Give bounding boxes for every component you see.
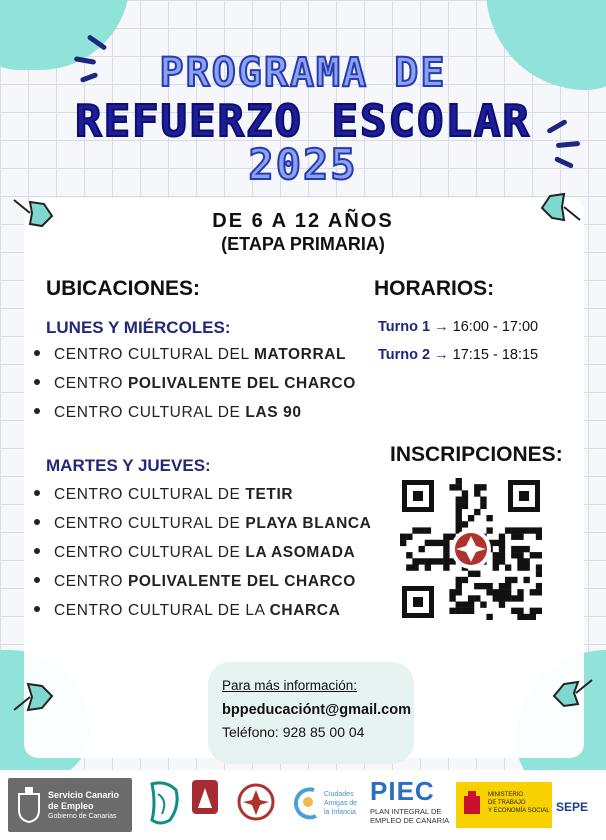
schedule-heading: HORARIOS:	[374, 277, 495, 300]
qr-module	[523, 564, 529, 570]
ciudades-line1: Ciudades	[324, 791, 354, 798]
qr-module	[456, 521, 462, 527]
qr-module	[511, 534, 517, 540]
qr-module	[462, 497, 468, 503]
qr-module	[523, 614, 529, 620]
qr-module	[505, 527, 511, 533]
qr-module	[406, 552, 412, 558]
location-list-mon-wed	[34, 346, 356, 433]
qr-module	[499, 558, 505, 564]
qr-module	[530, 608, 536, 614]
turn-label: Turno 1	[378, 319, 431, 335]
qr-module	[443, 558, 449, 564]
crest-icon	[16, 786, 42, 824]
qr-module	[523, 546, 529, 552]
location-prefix: CENTRO CULTURAL DE	[54, 486, 246, 503]
footer-logos	[0, 770, 606, 840]
qr-module	[456, 503, 462, 509]
qr-module	[517, 595, 523, 601]
qr-module	[499, 601, 505, 607]
qr-module	[449, 608, 455, 614]
turn-1	[378, 319, 538, 335]
qr-module	[437, 558, 443, 564]
list-item	[34, 602, 371, 631]
qr-module	[480, 484, 486, 490]
qr-module	[474, 583, 480, 589]
qr-module	[456, 484, 462, 490]
qr-module	[505, 595, 511, 601]
email[interactable]: bppeducaciónt@gmail.com	[222, 702, 411, 718]
qr-module	[468, 608, 474, 614]
qr-module	[493, 552, 499, 558]
qr-module	[425, 564, 431, 570]
bullet	[34, 606, 40, 612]
pushpin-icon	[10, 680, 56, 714]
qr-module	[412, 558, 418, 564]
qr-module	[462, 503, 468, 509]
location-name: CHARCA	[269, 602, 341, 619]
location-name: MATORRAL	[254, 346, 347, 363]
qr-module	[456, 497, 462, 503]
location-prefix: CENTRO CULTURAL DE	[54, 515, 246, 532]
qr-module	[536, 571, 542, 577]
sce-line3: Gobierno de Canarias	[48, 813, 117, 820]
turn-time: 17:15 - 18:15	[452, 347, 539, 363]
qr-module	[437, 540, 443, 546]
qr-module	[499, 540, 505, 546]
info-box	[208, 662, 414, 764]
qr-module	[536, 534, 542, 540]
age-range: DE 6 A 12 AÑOS	[212, 210, 394, 232]
turn-2	[378, 347, 538, 363]
qr-module	[443, 546, 449, 552]
qr-module	[511, 595, 517, 601]
qr-module	[449, 484, 455, 490]
qr-module	[480, 497, 486, 503]
qr-module	[517, 534, 523, 540]
qr-module	[419, 558, 425, 564]
sce-line1: Servicio Canario	[48, 790, 120, 800]
ciudades-logo-icon	[290, 784, 322, 824]
qr-module	[456, 589, 462, 595]
location-prefix: CENTRO CULTURAL DEL	[54, 346, 255, 363]
bullet	[34, 519, 40, 525]
qr-module	[449, 595, 455, 601]
qr-module	[517, 608, 523, 614]
puerto-logo-icon	[190, 778, 220, 830]
qr-module	[431, 558, 437, 564]
qr-module	[486, 515, 492, 521]
qr-module	[443, 534, 449, 540]
piec-line2: EMPLEO DE CANARIA	[370, 816, 450, 825]
qr-module	[530, 552, 536, 558]
qr-module	[425, 527, 431, 533]
qr-module	[462, 577, 468, 583]
piec-line1: PLAN INTEGRAL DE	[370, 807, 442, 816]
bullet	[34, 408, 40, 414]
ministerio-line2: DE TRABAJO	[488, 800, 526, 806]
qr-module	[412, 564, 418, 570]
qr-module	[493, 564, 499, 570]
qr-module	[536, 608, 542, 614]
qr-module	[493, 540, 499, 546]
piec-logo	[370, 776, 454, 834]
qr-module	[511, 552, 517, 558]
list-item	[34, 486, 371, 515]
info-heading: Para más información:	[222, 678, 358, 693]
qr-module	[443, 552, 449, 558]
qr-module	[536, 552, 542, 558]
qr-module	[456, 515, 462, 521]
days-tue-thu: MARTES Y JUEVES:	[46, 456, 211, 475]
qr-module	[468, 571, 474, 577]
cabildo-logo-icon	[146, 780, 182, 830]
coat-of-arms-icon	[461, 790, 483, 820]
qr-module	[499, 589, 505, 595]
qr-module	[462, 601, 468, 607]
qr-module	[400, 534, 406, 540]
arrow-icon: →	[434, 319, 449, 335]
location-name: LA ASOMADA	[245, 544, 356, 561]
qr-module	[536, 564, 542, 570]
qr-module	[480, 503, 486, 509]
qr-module	[474, 490, 480, 496]
stage-label: (ETAPA PRIMARIA)	[221, 234, 385, 254]
qr-module	[493, 558, 499, 564]
qr-module	[486, 614, 492, 620]
title-line-2: REFUERZO ESCOLAR	[75, 96, 531, 147]
bullet	[34, 577, 40, 583]
turn-time: 16:00 - 17:00	[452, 319, 539, 335]
ministerio-line1: MINISTERIO	[488, 792, 524, 798]
list-item	[34, 573, 371, 602]
qr-module	[419, 527, 425, 533]
qr-module	[517, 558, 523, 564]
sce-logo	[8, 778, 132, 832]
emblem-logo-icon	[236, 780, 276, 828]
ministerio-logo	[456, 782, 552, 828]
qr-module	[511, 608, 517, 614]
qr-module	[412, 527, 418, 533]
location-name: POLIVALENTE DEL CHARCO	[127, 375, 356, 392]
title-line-3: 2025	[248, 140, 358, 189]
ciudades-text	[324, 790, 357, 817]
location-prefix: CENTRO CULTURAL DE	[54, 404, 246, 421]
qr-module	[511, 577, 517, 583]
qr-module	[406, 564, 412, 570]
qr-module	[456, 577, 462, 583]
location-name: PLAYA BLANCA	[245, 515, 372, 532]
title-line-1: PROGRAMA DE	[159, 50, 447, 96]
qr-module	[530, 527, 536, 533]
qr-module	[517, 589, 523, 595]
qr-module	[517, 564, 523, 570]
qr-module	[474, 484, 480, 490]
list-item	[34, 404, 356, 433]
qr-module	[523, 558, 529, 564]
location-prefix: CENTRO	[54, 375, 128, 392]
qr-module	[419, 546, 425, 552]
qr-module	[493, 595, 499, 601]
location-name: TETIR	[245, 486, 294, 503]
qr-module	[536, 527, 542, 533]
ciudades-line3: la Infancia	[324, 809, 356, 816]
locations-heading: UBICACIONES:	[46, 277, 201, 300]
qr-module	[536, 583, 542, 589]
sce-line2: de Empleo	[48, 801, 94, 811]
qr-module	[406, 534, 412, 540]
qr-module	[400, 540, 406, 546]
sepe-logo: SEPE	[556, 800, 589, 814]
qr-module	[499, 595, 505, 601]
qr-module	[474, 571, 480, 577]
bullet	[34, 490, 40, 496]
list-item	[34, 346, 356, 375]
qr-module	[499, 583, 505, 589]
qr-module	[505, 577, 511, 583]
qr-code[interactable]	[400, 478, 542, 620]
qr-module	[505, 583, 511, 589]
qr-module	[511, 527, 517, 533]
pushpin-icon	[550, 676, 596, 710]
qr-module	[517, 552, 523, 558]
qr-module	[517, 527, 523, 533]
list-item	[34, 544, 371, 573]
qr-module	[468, 595, 474, 601]
qr-module	[517, 546, 523, 552]
qr-module	[499, 552, 505, 558]
ciudades-line2: Amigas de	[324, 800, 358, 807]
list-item	[34, 515, 371, 544]
list-item	[34, 375, 356, 404]
location-prefix: CENTRO CULTURAL DE LA	[54, 602, 270, 619]
qr-module	[493, 589, 499, 595]
location-name: LAS 90	[245, 404, 302, 421]
qr-module	[468, 601, 474, 607]
qr-module	[462, 608, 468, 614]
qr-module	[474, 595, 480, 601]
qr-module	[499, 534, 505, 540]
qr-module	[511, 546, 517, 552]
bullet	[34, 350, 40, 356]
qr-module	[462, 521, 468, 527]
bullet	[34, 548, 40, 554]
qr-module	[480, 601, 486, 607]
location-prefix: CENTRO	[54, 573, 128, 590]
qr-module	[468, 515, 474, 521]
qr-module	[517, 614, 523, 620]
qr-module	[474, 509, 480, 515]
qr-module	[499, 546, 505, 552]
qr-module	[449, 589, 455, 595]
qr-module	[523, 527, 529, 533]
qr-module	[536, 589, 542, 595]
qr-module	[486, 589, 492, 595]
qr-module	[505, 564, 511, 570]
qr-module	[462, 490, 468, 496]
qr-module	[456, 583, 462, 589]
piec-mark: PIEC	[370, 776, 435, 806]
qr-module	[523, 577, 529, 583]
ministerio-line3: Y ECONOMÍA SOCIAL	[488, 808, 550, 814]
phone: Teléfono: 928 85 00 04	[222, 724, 365, 740]
location-list-tue-thu	[34, 486, 371, 631]
qr-module	[443, 564, 449, 570]
registration-heading: INSCRIPCIONES:	[390, 443, 563, 466]
bullet	[34, 379, 40, 385]
location-name: POLIVALENTE DEL CHARCO	[127, 573, 356, 590]
qr-module	[425, 558, 431, 564]
turn-label: Turno 2	[378, 347, 431, 363]
days-mon-wed: LUNES Y MIÉRCOLES:	[46, 318, 231, 337]
qr-module	[456, 601, 462, 607]
qr-module	[486, 583, 492, 589]
qr-module	[456, 509, 462, 515]
qr-module	[443, 540, 449, 546]
qr-module	[431, 540, 437, 546]
arrow-icon: →	[434, 347, 449, 363]
qr-module	[505, 589, 511, 595]
qr-module	[530, 614, 536, 620]
qr-module	[486, 527, 492, 533]
location-prefix: CENTRO CULTURAL DE	[54, 544, 246, 561]
qr-module	[480, 583, 486, 589]
qr-module	[425, 540, 431, 546]
qr-module	[456, 608, 462, 614]
qr-module	[530, 589, 536, 595]
qr-module	[456, 478, 462, 484]
